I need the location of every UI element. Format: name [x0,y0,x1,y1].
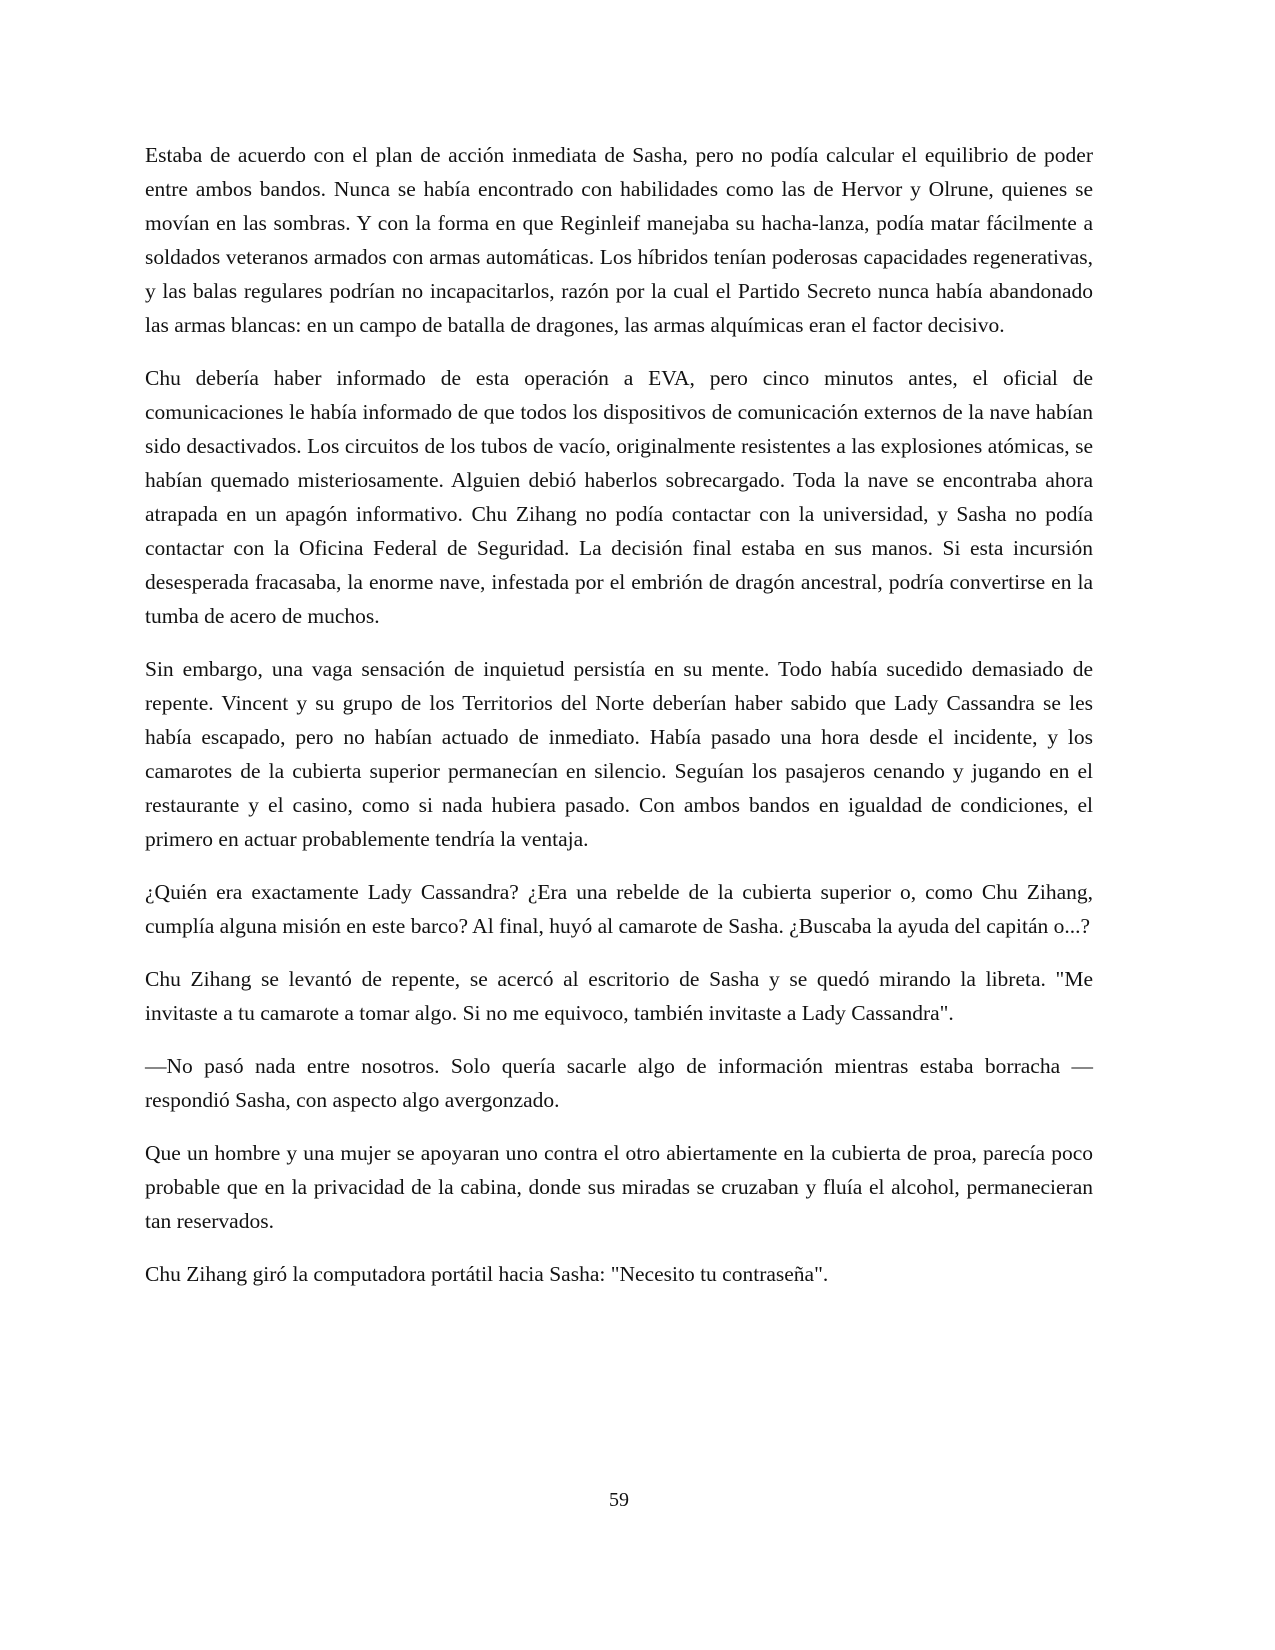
paragraph: Estaba de acuerdo con el plan de acción inmediata de Sasha, pero no podía calcular el equilibrio de poder entre ambos bandos. Nunca se había encontrado con habilidades como las de Hervor y Olrune, quienes se movían en las sombras. Y con la forma en que Reginleif manejaba su hacha-lanza, podía matar fácilmente a soldados veteranos armados con armas automáticas. Los híbridos tenían poderosas capacidades regenerativas, y las balas regulares podrían no incapacitarlos, razón por la cual el Partido Secreto nunca había abandonado las armas blancas: en un campo de batalla de dragones, las armas alquímicas eran el factor decisivo. [145,143,1093,337]
paragraph: Que un hombre y una mujer se apoyaran uno contra el otro abiertamente en la cubierta de proa, parecía poco probable que en la privacidad de la cabina, donde sus miradas se cruzaban y fluía el alcohol, permanecieran tan reservados. [145,1141,1093,1233]
paragraph: Chu debería haber informado de esta operación a EVA, pero cinco minutos antes, el oficial de comunicaciones le había informado de que todos los dispositivos de comunicación externos de la nave habían sido desactivados. Los circuitos de los tubos de vacío, originalmente resistentes a las explosiones atómicas, se habían quemado misteriosamente. Alguien debió haberlos sobrecargado. Toda la nave se encontraba ahora atrapada en un apagón informativo. Chu Zihang no podía contactar con la universidad, y Sasha no podía contactar con la Oficina Federal de Seguridad. La decisión final estaba en sus manos. Si esta incursión desesperada fracasaba, la enorme nave, infestada por el embrión de dragón ancestral, podría convertirse en la tumba de acero de muchos. [145,366,1093,628]
paragraph: Sin embargo, una vaga sensación de inquietud persistía en su mente. Todo había sucedido demasiado de repente. Vincent y su grupo de los Territorios del Norte deberían haber sabido que Lady Cassandra se les había escapado, pero no habían actuado de inmediato. Había pasado una hora desde el incidente, y los camarotes de la cubierta superior permanecían en silencio. Seguían los pasajeros cenando y jugando en el restaurante y el casino, como si nada hubiera pasado. Con ambos bandos en igualdad de condiciones, el primero en actuar probablemente tendría la ventaja. [145,657,1093,851]
page-number: 59 [609,1489,629,1511]
paragraph: Chu Zihang se levantó de repente, se acercó al escritorio de Sasha y se quedó mirando la libreta. "Me invitaste a tu camarote a tomar algo. Si no me equivoco, también invitaste a Lady Cassandra". [145,967,1093,1025]
body-text [145,138,1093,1310]
paragraph: ¿Quién era exactamente Lady Cassandra? ¿Era una rebelde de la cubierta superior o, como Chu Zihang, cumplía alguna misión en este barco? Al final, huyó al camarote de Sasha. ¿Buscaba la ayuda del capitán o...? [145,880,1093,938]
paragraph: —No pasó nada entre nosotros. Solo quería sacarle algo de información mientras estaba borracha —respondió Sasha, con aspecto algo avergonzado. [145,1054,1093,1112]
paragraph: Chu Zihang giró la computadora portátil hacia Sasha: "Necesito tu contraseña". [145,1262,829,1286]
